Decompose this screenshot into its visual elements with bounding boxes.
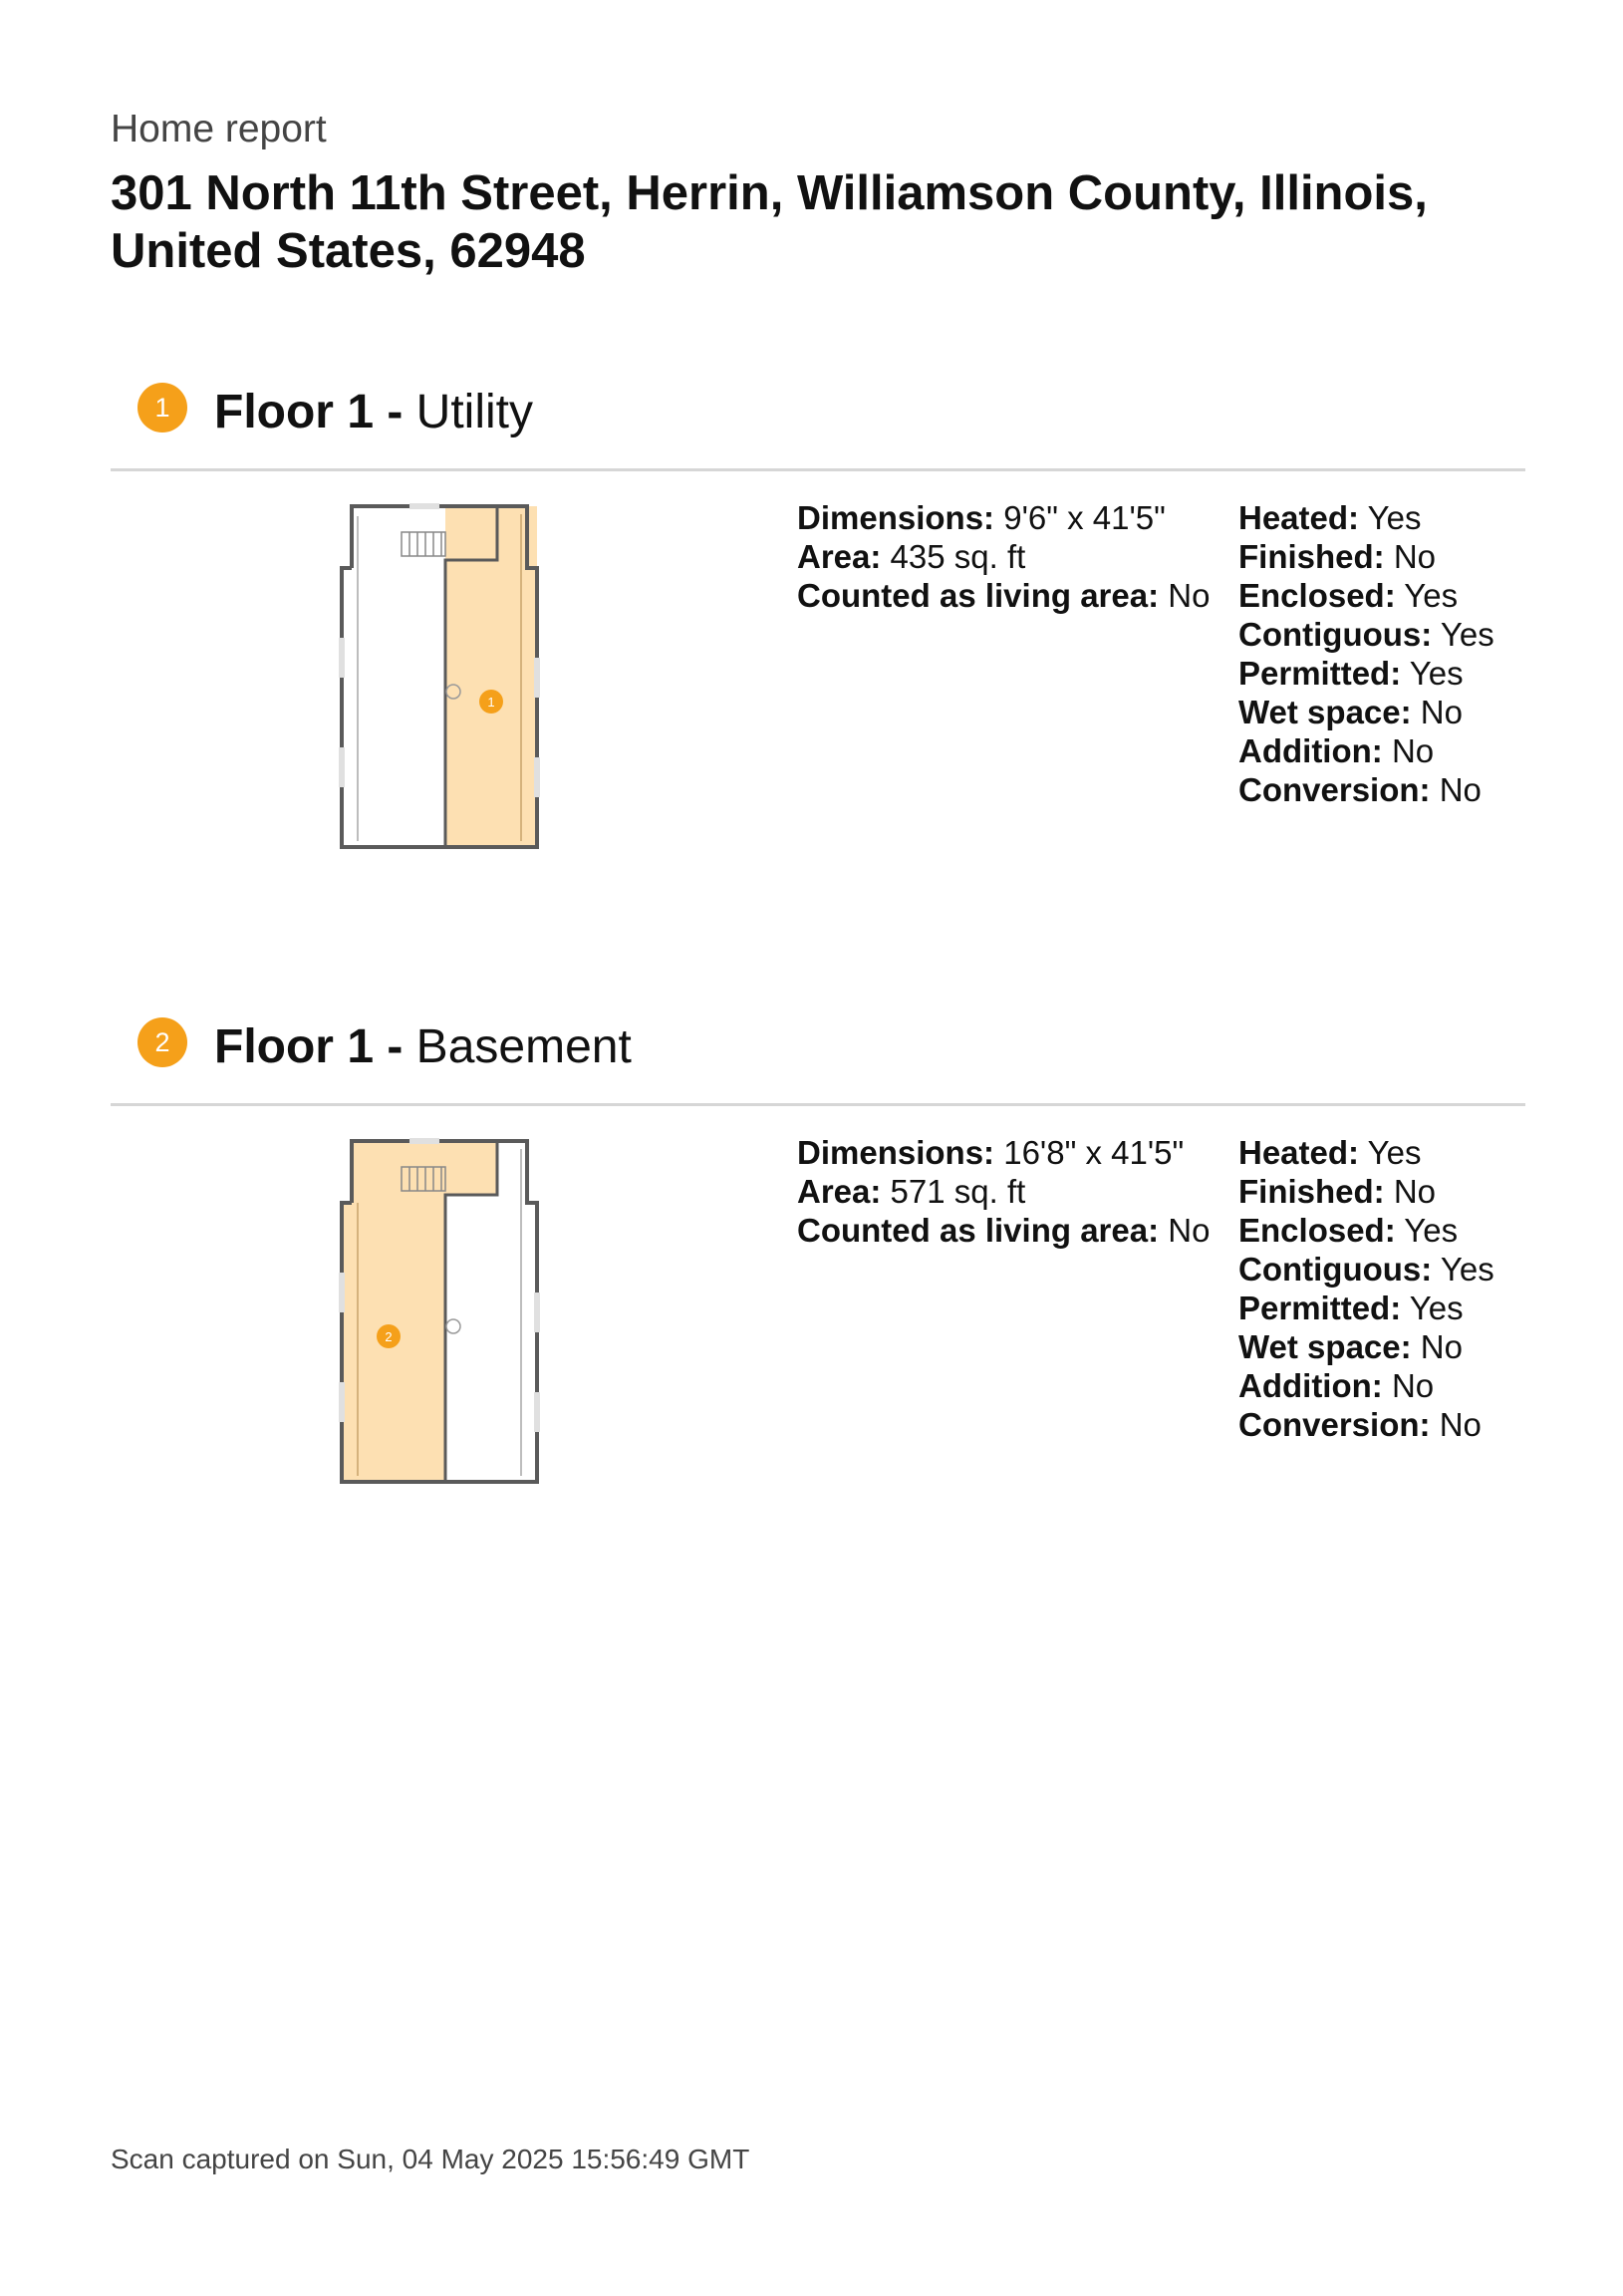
conversion-row xyxy=(1238,1405,1494,1444)
addition-value: No xyxy=(1391,732,1435,769)
living-area-row xyxy=(797,1211,1210,1250)
contiguous-label: Contiguous: xyxy=(1238,1251,1433,1288)
finished-row xyxy=(1238,537,1494,576)
section-divider xyxy=(111,468,1525,471)
window xyxy=(339,1382,345,1422)
dimensions-row xyxy=(797,498,1210,537)
wet-space-row xyxy=(1238,1327,1494,1366)
permitted-value: Yes xyxy=(1409,1290,1464,1326)
heated-row xyxy=(1238,498,1494,537)
room-section-utility xyxy=(111,369,1525,987)
section-header xyxy=(111,1004,1525,1103)
finished-value: No xyxy=(1393,1173,1437,1210)
dimensions-value: 9'6" x 41'5" xyxy=(1003,499,1166,536)
dimensions-row xyxy=(797,1133,1210,1172)
room-type: Utility xyxy=(415,386,533,438)
finished-label: Finished: xyxy=(1238,538,1385,575)
permitted-label: Permitted: xyxy=(1238,655,1402,692)
contiguous-row xyxy=(1238,1250,1494,1289)
permitted-row xyxy=(1238,1289,1494,1327)
wet-space-row xyxy=(1238,693,1494,731)
permitted-value: Yes xyxy=(1409,655,1464,692)
heated-label: Heated: xyxy=(1238,1134,1360,1171)
room-utility-fill xyxy=(445,506,537,847)
scan-timestamp: Scan captured on Sun, 04 May 2025 15:56:49 GMT xyxy=(111,2144,750,2174)
dimensions-value: 16'8" x 41'5" xyxy=(1003,1134,1185,1171)
report-label: Home report xyxy=(111,108,327,150)
conversion-row xyxy=(1238,770,1494,809)
contiguous-value: Yes xyxy=(1440,1251,1494,1288)
room-attributes xyxy=(1238,1133,1494,1444)
window xyxy=(534,757,540,797)
addition-value: No xyxy=(1391,1367,1435,1404)
enclosed-label: Enclosed: xyxy=(1238,1212,1396,1249)
wet-space-value: No xyxy=(1420,694,1463,730)
contiguous-label: Contiguous: xyxy=(1238,616,1433,653)
room-type: Basement xyxy=(415,1020,632,1073)
window xyxy=(534,658,540,698)
dimensions-label: Dimensions: xyxy=(797,1134,995,1171)
title-separator: - xyxy=(374,386,416,438)
enclosed-row xyxy=(1238,576,1494,615)
area-value: 435 sq. ft xyxy=(890,538,1026,575)
conversion-value: No xyxy=(1439,771,1482,808)
addition-label: Addition: xyxy=(1238,1367,1383,1404)
living-area-value: No xyxy=(1168,1212,1211,1249)
room-summary xyxy=(797,1133,1210,1250)
area-label: Area: xyxy=(797,538,882,575)
section-title xyxy=(214,1017,632,1077)
window xyxy=(339,1273,345,1312)
window xyxy=(409,503,439,509)
floor-plan-utility xyxy=(330,498,559,857)
section-divider xyxy=(111,1103,1525,1106)
area-value: 571 sq. ft xyxy=(890,1173,1026,1210)
window xyxy=(339,638,345,678)
finished-value: No xyxy=(1393,538,1437,575)
conversion-value: No xyxy=(1439,1406,1482,1443)
enclosed-value: Yes xyxy=(1404,577,1459,614)
room-summary xyxy=(797,498,1210,615)
window xyxy=(534,1292,540,1332)
floor-plan-basement xyxy=(330,1133,559,1492)
window xyxy=(409,1138,439,1144)
living-area-value: No xyxy=(1168,577,1211,614)
window xyxy=(534,1392,540,1432)
room-number-badge: 2 xyxy=(137,1017,187,1067)
heated-label: Heated: xyxy=(1238,499,1360,536)
heated-value: Yes xyxy=(1367,1134,1422,1171)
room-attributes xyxy=(1238,498,1494,809)
addition-row xyxy=(1238,1366,1494,1405)
finished-label: Finished: xyxy=(1238,1173,1385,1210)
room-basement-area xyxy=(350,506,445,847)
wet-space-label: Wet space: xyxy=(1238,694,1412,730)
room-section-basement xyxy=(111,1004,1525,1621)
title-separator: - xyxy=(374,1020,416,1073)
living-area-row xyxy=(797,576,1210,615)
addition-label: Addition: xyxy=(1238,732,1383,769)
enclosed-label: Enclosed: xyxy=(1238,577,1396,614)
living-area-label: Counted as living area: xyxy=(797,1212,1160,1249)
room-marker-label: 2 xyxy=(385,1329,393,1344)
section-title xyxy=(214,383,533,442)
addition-row xyxy=(1238,731,1494,770)
permitted-label: Permitted: xyxy=(1238,1290,1402,1326)
dimensions-label: Dimensions: xyxy=(797,499,995,536)
contiguous-value: Yes xyxy=(1440,616,1494,653)
area-row xyxy=(797,537,1210,576)
floor-label: Floor 1 xyxy=(214,386,375,438)
wet-space-value: No xyxy=(1420,1328,1463,1365)
finished-row xyxy=(1238,1172,1494,1211)
conversion-label: Conversion: xyxy=(1238,1406,1431,1443)
wet-space-label: Wet space: xyxy=(1238,1328,1412,1365)
heated-row xyxy=(1238,1133,1494,1172)
window xyxy=(339,747,345,787)
room-marker-label: 1 xyxy=(487,695,495,710)
enclosed-row xyxy=(1238,1211,1494,1250)
conversion-label: Conversion: xyxy=(1238,771,1431,808)
contiguous-row xyxy=(1238,615,1494,654)
floor-label: Floor 1 xyxy=(214,1020,375,1073)
property-address: 301 North 11th Street, Herrin, Williamson County, Illinois, United States, 62948 xyxy=(111,166,1428,278)
area-label: Area: xyxy=(797,1173,882,1210)
section-header xyxy=(111,369,1525,468)
permitted-row xyxy=(1238,654,1494,693)
heated-value: Yes xyxy=(1367,499,1422,536)
living-area-label: Counted as living area: xyxy=(797,577,1160,614)
area-row xyxy=(797,1172,1210,1211)
room-number-badge: 1 xyxy=(137,383,187,432)
enclosed-value: Yes xyxy=(1404,1212,1459,1249)
